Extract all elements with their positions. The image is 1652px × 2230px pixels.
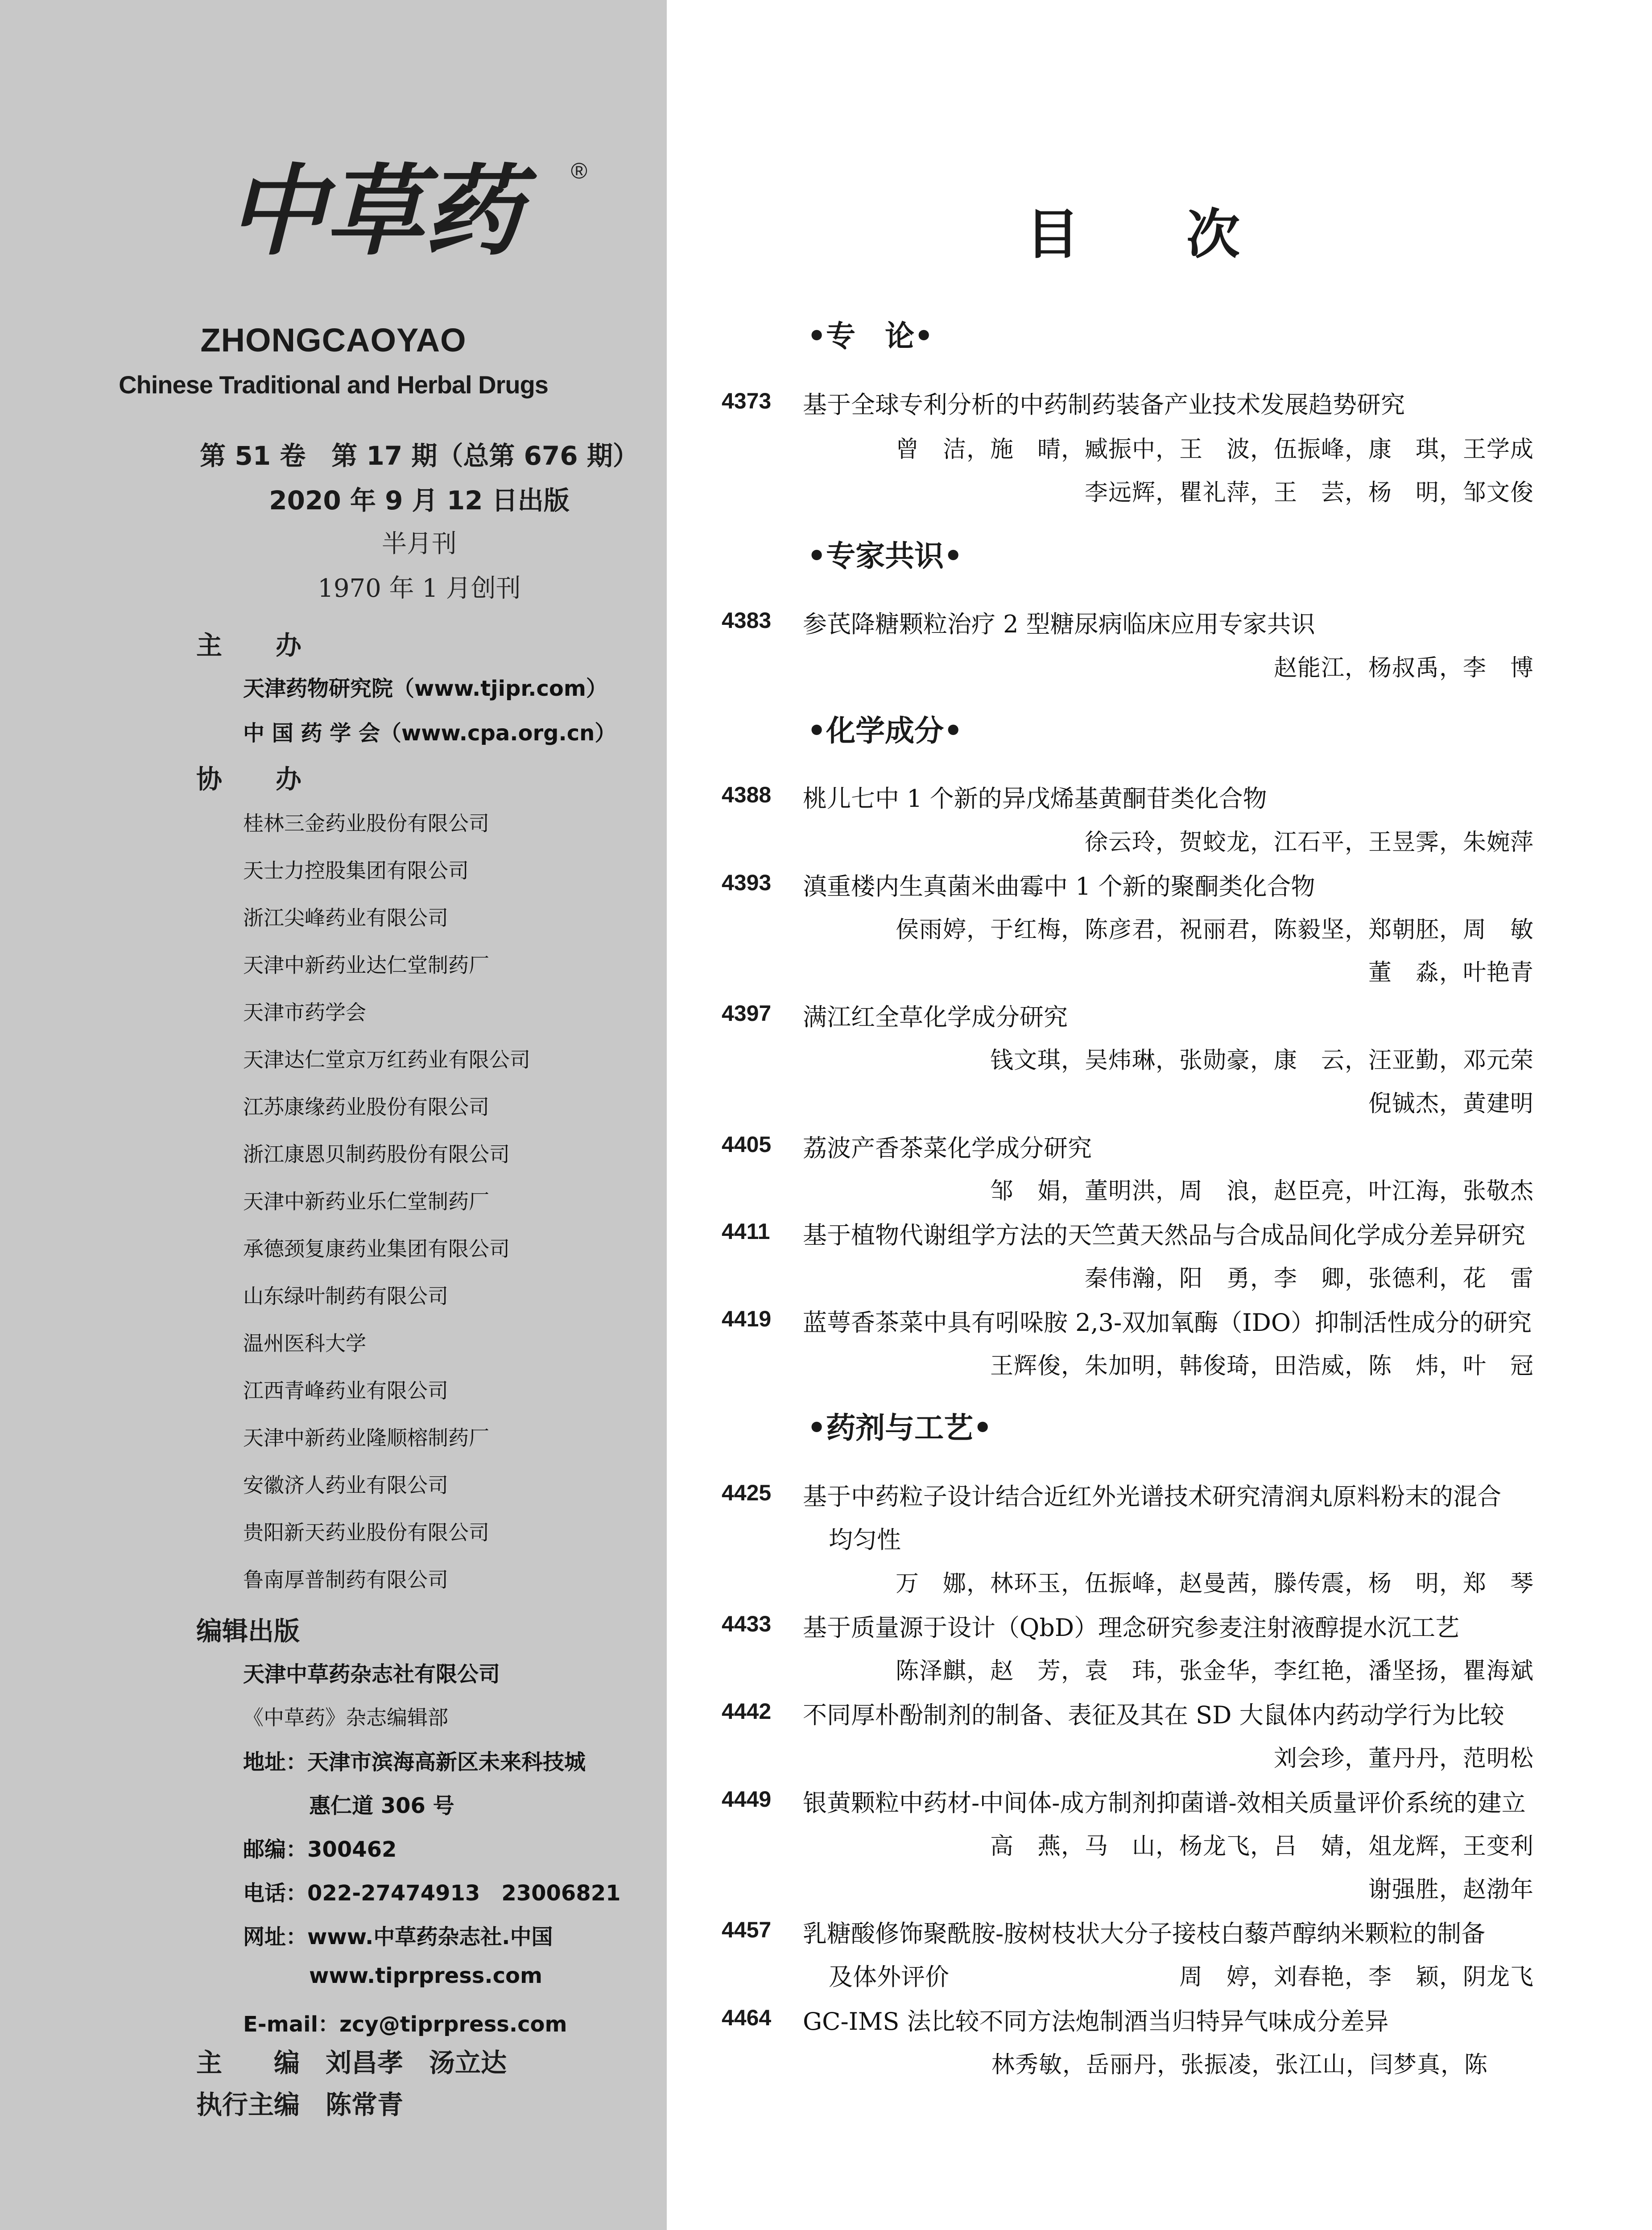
article-authors: 邹 娟，董明洪，周 浪，赵臣亮，叶江海，张敬杰 (990, 1178, 1534, 1205)
article-title[interactable]: 桃儿七中 1 个新的异戊烯基黄酮苷类化合物 (803, 785, 1267, 813)
page-number: 4383 (722, 608, 772, 633)
page-number: 4393 (722, 870, 772, 895)
article-title-continued[interactable]: 及体外评价 (829, 1963, 949, 1991)
page-number: 4464 (722, 2005, 772, 2030)
publisher-phone (243, 1876, 621, 1907)
co-sponsor-item: 浙江尖峰药业有限公司 (243, 906, 448, 930)
executive-editor-label: 执行主编 (196, 2090, 300, 2120)
article-authors: 曾 洁，施 晴，臧振中，王 波，伍振峰，康 琪，王学成 (895, 436, 1534, 463)
chief-editor (196, 2042, 507, 2079)
chief-editor-names: 刘昌孝 汤立达 (326, 2048, 507, 2078)
co-sponsor-heading: 协办 (196, 764, 355, 794)
sponsor-item: 中 国 药 学 会（www.cpa.org.cn） (243, 721, 616, 746)
article-authors: 高 燕，马 山，杨龙飞，吕 婧，俎龙辉，王变利 (990, 1833, 1534, 1860)
toc-title: 目次 (1026, 204, 1347, 266)
co-sponsor-item: 鲁南厚普制药有限公司 (243, 1568, 448, 1592)
co-sponsor-item: 江苏康缘药业股份有限公司 (243, 1095, 489, 1119)
article-authors: 董 淼，叶艳青 (1368, 959, 1534, 986)
publisher-company: 天津中草药杂志社有限公司 (243, 1662, 500, 1687)
article-title[interactable]: 不同厚朴酚制剂的制备、表征及其在 SD 大鼠体内药动学行为比较 (803, 1701, 1504, 1729)
page-number: 4449 (722, 1787, 772, 1812)
co-sponsor-item: 浙江康恩贝制药股份有限公司 (243, 1142, 510, 1166)
article-authors: 林秀敏，岳丽丹，张振凌，张江山，闫梦真，陈 (991, 2052, 1488, 2078)
sponsor-item: 天津药物研究院（www.tjipr.com） (243, 676, 607, 701)
article-title[interactable]: 基于质量源于设计（QbD）理念研究参麦注射液醇提水沉工艺 (803, 1614, 1460, 1642)
article-title-continued[interactable]: 均匀性 (829, 1526, 901, 1554)
article-authors: 钱文琪，吴炜琳，张勋豪，康 云，汪亚勤，邓元荣 (990, 1047, 1534, 1074)
frequency: 半月刊 (382, 529, 457, 558)
article-authors: 周 婷，刘春艳，李 颖，阴龙飞 (1179, 1964, 1534, 1990)
article-title[interactable]: 滇重楼内生真菌米曲霉中 1 个新的聚酮类化合物 (803, 872, 1315, 900)
article-authors: 赵能江，杨叔禹，李 博 (1273, 655, 1534, 681)
article-authors: 徐云玲，贺蛟龙，江石平，王昱霁，朱婉萍 (1084, 829, 1534, 856)
article-authors: 秦伟瀚，阳 勇，李 卿，张德利，花 雷 (1084, 1265, 1534, 1292)
article-title[interactable]: GC-IMS 法比较不同方法炮制酒当归特异气味成分差异 (803, 2007, 1389, 2036)
page-number: 4442 (722, 1699, 772, 1724)
article-title[interactable]: 乳糖酸修饰聚酰胺-胺树枝状大分子接枝白藜芦醇纳米颗粒的制备 (803, 1920, 1486, 1948)
phone-value: 022-27474913 23006821 (307, 1881, 621, 1906)
english-subtitle: Chinese Traditional and Herbal Drugs (119, 371, 548, 399)
sponsor-heading: 主办 (196, 630, 355, 661)
executive-editor-name: 陈常青 (326, 2090, 404, 2120)
co-sponsor-item: 承德颈复康药业集团有限公司 (243, 1237, 510, 1261)
page-number: 4457 (722, 1917, 772, 1942)
article-title[interactable]: 银黄颗粒中药材-中间体-成方制剂抑菌谱-效相关质量评价系统的建立 (803, 1789, 1526, 1817)
email-label: E-mail： (243, 2012, 340, 2037)
article-title[interactable]: 基于植物代谢组学方法的天竺黄天然品与合成品间化学成分差异研究 (803, 1221, 1525, 1249)
article-title[interactable]: 参芪降糖颗粒治疗 2 型糖尿病临床应用专家共识 (803, 610, 1315, 638)
issue-line: 第 51 卷 第 17 期（总第 676 期） (200, 441, 639, 471)
article-authors: 陈泽麒，赵 芳，袁 玮，张金华，李红艳，潘坚扬，瞿海斌 (895, 1658, 1534, 1685)
category-heading: •药剂与工艺• (807, 1411, 992, 1445)
co-sponsor-item: 山东绿叶制药有限公司 (243, 1284, 448, 1308)
article-title[interactable]: 满江红全草化学成分研究 (803, 1003, 1068, 1031)
article-authors: 刘会珍，董丹丹，范明松 (1273, 1745, 1534, 1772)
co-sponsor-item: 天津达仁堂京万红药业有限公司 (243, 1048, 530, 1072)
article-title[interactable]: 荔波产香茶菜化学成分研究 (803, 1134, 1092, 1162)
article-authors: 王辉俊，朱加明，韩俊琦，田浩威，陈 炜，叶 冠 (990, 1353, 1534, 1379)
publisher-email (243, 2007, 567, 2038)
category-heading: •专 论• (807, 319, 933, 353)
publisher-website (243, 1920, 553, 1950)
journal-logo (227, 147, 587, 281)
publisher-heading: 编辑出版 (196, 1616, 300, 1646)
co-sponsor-item: 天津中新药业乐仁堂制药厂 (243, 1189, 489, 1214)
co-sponsor-item: 天士力控股集团有限公司 (243, 859, 469, 883)
web-url-1[interactable]: www.中草药杂志社.中国 (307, 1924, 553, 1949)
page-number: 4433 (722, 1611, 772, 1636)
article-title[interactable]: 蓝萼香茶菜中具有吲哚胺 2,3-双加氧酶（IDO）抑制活性成分的研究 (803, 1309, 1532, 1337)
article-authors: 万 娜，林环玉，伍振峰，赵曼茜，滕传震，杨 明，郑 琴 (895, 1570, 1534, 1597)
co-sponsor-item: 天津市药学会 (243, 1000, 366, 1024)
co-sponsor-item: 贵阳新天药业股份有限公司 (243, 1520, 489, 1544)
web-url-2[interactable]: www.tiprpress.com (309, 1963, 543, 1988)
page-number: 4419 (722, 1306, 772, 1331)
article-authors: 倪铖杰，黄建明 (1368, 1090, 1534, 1117)
page-number: 4373 (722, 388, 772, 413)
co-sponsor-item: 温州医科大学 (243, 1331, 366, 1355)
article-authors: 李远辉，瞿礼萍，王 芸，杨 明，邹文俊 (1084, 479, 1534, 506)
logo-text: 中草药 (227, 153, 522, 268)
email-value[interactable]: zcy@tiprpress.com (339, 2012, 567, 2037)
executive-editor (196, 2084, 403, 2121)
page-number: 4397 (722, 1001, 772, 1026)
publisher-department: 《中草药》杂志编辑部 (243, 1706, 448, 1730)
co-sponsor-item: 桂林三金药业股份有限公司 (243, 811, 489, 835)
web-label: 网址： (243, 1924, 308, 1949)
page-number: 4405 (722, 1132, 772, 1157)
date-line: 2020 年 9 月 12 日出版 (269, 485, 570, 516)
page-number: 4411 (722, 1219, 770, 1244)
registered-mark: ® (571, 158, 587, 183)
co-sponsor-item: 天津中新药业隆顺榕制药厂 (243, 1426, 489, 1450)
article-authors: 谢强胜，赵渤年 (1368, 1876, 1534, 1903)
article-title[interactable]: 基于全球专利分析的中药制药装备产业技术发展趋势研究 (803, 391, 1405, 419)
page-number: 4388 (722, 782, 772, 807)
address-line-1: 天津市滨海高新区未来科技城 (307, 1750, 586, 1775)
article-title[interactable]: 基于中药粒子设计结合近红外光谱技术研究清润丸原料粉末的混合 (803, 1483, 1501, 1511)
co-sponsor-item: 江西青峰药业有限公司 (243, 1379, 448, 1403)
publisher-postcode (243, 1832, 396, 1863)
page-number: 4425 (722, 1480, 772, 1505)
postcode-value: 300462 (307, 1837, 397, 1862)
address-line-2: 惠仁道 306 号 (309, 1793, 454, 1818)
category-heading: •专家共识• (807, 539, 963, 573)
english-title: ZHONGCAOYAO (200, 322, 467, 359)
co-sponsor-item: 安徽济人药业有限公司 (243, 1473, 448, 1497)
category-heading: •化学成分• (807, 714, 963, 748)
founded-date: 1970 年 1 月创刊 (318, 574, 521, 603)
postcode-label: 邮编： (243, 1837, 308, 1862)
phone-label: 电话： (243, 1881, 308, 1906)
chief-editor-label: 主 编 (196, 2048, 300, 2078)
co-sponsor-item: 天津中新药业达仁堂制药厂 (243, 953, 489, 977)
address-label: 地址： (243, 1750, 308, 1775)
article-authors: 侯雨婷，于红梅，陈彦君，祝丽君，陈毅坚，郑朝胚，周 敏 (895, 917, 1534, 943)
publisher-address (243, 1745, 586, 1776)
sidebar-panel (0, 0, 667, 2230)
calligraphy-logo-icon (227, 147, 587, 281)
